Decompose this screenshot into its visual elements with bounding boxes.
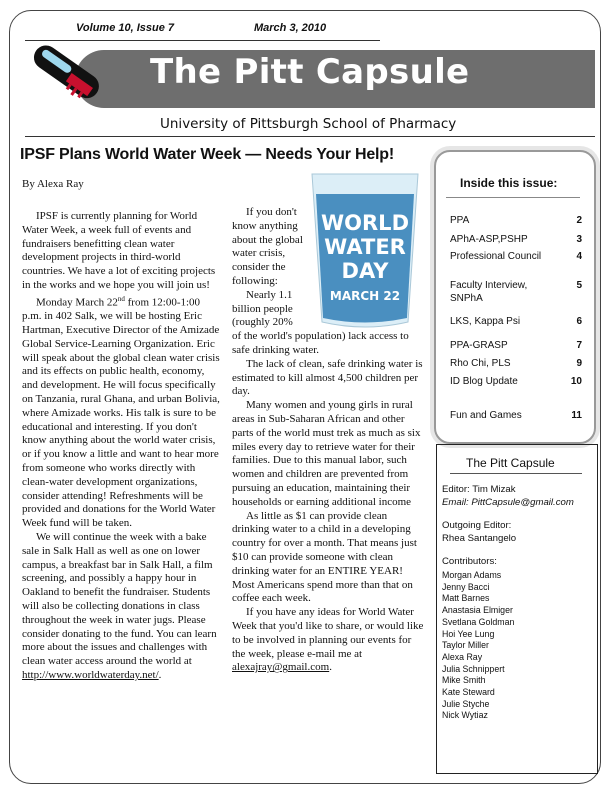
article-headline: IPSF Plans World Water Week — Needs Your Help!: [20, 146, 395, 163]
contributors-list: [442, 570, 514, 722]
paragraph: IPSF is currently planning for World Water Week, a week full of events and fundraisers benefitting clean water development projects in third-world countries. We have a lot of exciting projects in the works and we hope you will join us!: [22, 210, 216, 291]
volume-label: Volume 10, Issue 7: [76, 22, 175, 34]
paragraph: As little as $1 can provide clean drinking water to a child in a developing country for over a month. That means just $10 can provide someone with clean drinking water for an ENTIRE YEAR! Most Americans spend more than that on coffee each week.: [232, 509, 417, 605]
outgoing-editor-label: Outgoing Editor:: [442, 520, 512, 531]
outgoing-editor-name: Rhea Santangelo: [442, 533, 517, 544]
toc-item[interactable]: LKS, Kappa Psi 6: [450, 316, 582, 327]
wwd-line1: WORLD: [321, 211, 409, 235]
paragraph: The lack of clean, safe drinking water is estimated to kill almost 4,500 children per day.: [232, 357, 423, 398]
staff-title-rule: [450, 473, 582, 474]
toc-item[interactable]: PPA 2: [450, 215, 582, 226]
contributor: Hoi Yee Lung: [442, 628, 495, 639]
contact-email-link[interactable]: alexajray@gmail.com: [232, 661, 330, 674]
contributors-label: Contributors:: [442, 556, 497, 567]
contributor: Julia Schnippert: [442, 663, 505, 674]
newsletter-title: The Pitt Capsule: [150, 52, 470, 92]
article-byline: By Alexa Ray: [22, 178, 84, 190]
inside-issue-rule: [446, 197, 580, 198]
paragraph: Many women and young girls in rural areas in Sub-Saharan African and other parts of the world must trek as much as six miles every day to retrieve water for their families. Due to this manual labor, such women and children are prevented from pursuing an education, maintaining their households or earning additional income: [232, 399, 421, 508]
inside-issue-title: Inside this issue:: [460, 176, 558, 190]
paragraph: Monday March 22nd from 12:00-1:00 p.m. in 402 Salk, we will be hosting Eric Hartman, Executive Director of the Amizade Global Service-Learning Organization. Eric will speak about the global clean water crisis and its effects on public health, economy, and development. He will focus specifically on Tanzania, rural Ghana, and urban Bolivia, where Amizade works. His talk is sure to be educational and interesting. If you don't know anything about the world water crisis, or if you know a little and want to hear more from someone who works directly with clean-water development organizations, consider attending! Refreshments will be provided and donations for the World Water Week fund will be taken.: [22, 294, 220, 530]
contributor: Alexa Ray: [442, 651, 483, 662]
paragraph: Nearly 1.1 billion people (roughly 20%: [232, 288, 293, 329]
staff-title: The Pitt Capsule: [466, 456, 555, 470]
issue-bar: [40, 16, 380, 38]
paragraph: If you don't know anything about the global water crisis, consider the following:: [232, 206, 303, 287]
contributor: Kate Steward: [442, 687, 495, 698]
contributor: Anastasia Elmiger: [442, 605, 513, 616]
worldwaterday-link[interactable]: http://www.worldwaterday.net/: [22, 668, 159, 681]
school-subtitle: University of Pittsburgh School of Pharmacy: [160, 116, 457, 132]
wwd-line2: WATER: [324, 235, 406, 259]
contributor: Nick Wytiaz: [442, 710, 488, 721]
contributor: Mike Smith: [442, 675, 486, 686]
staff-email[interactable]: Email: PittCapsule@gmail.com: [442, 497, 574, 508]
paragraph: We will continue the week with a bake sale in Salk Hall as well as one on lower campus, a breakfast bar in Salk Hall, a film screening, and possibly a happy hour in Oakland to benefit the fundraiser. Students will also be collecting donations in class throughout the week in water jugs. Please consider donating to the fund. You can learn more about the issues and challenges with clean water access around the world at http://www.worldwaterday.net/.: [22, 530, 217, 681]
toc-item[interactable]: Professional Council 4: [450, 251, 582, 262]
contributor: Matt Barnes: [442, 593, 490, 604]
paragraph: If you have any ideas for World Water Week that you'd like to share, or would like to be involved in planning our events for the week, please e-mail me at alexajray@gmail.com.: [232, 606, 424, 674]
toc-item[interactable]: Rho Chi, PLS 9: [450, 358, 582, 369]
wwd-date: MARCH 22: [329, 289, 401, 303]
contributor: Julie Styche: [442, 698, 490, 709]
article-column-1: [22, 210, 222, 683]
toc-item[interactable]: APhA-ASP,PSHP 3: [450, 234, 582, 245]
toc-item[interactable]: Faculty Interview, SNPhA 5: [450, 280, 582, 304]
contributor: Svetlana Goldman: [442, 616, 515, 627]
editor-line: Editor: Tim Mizak: [442, 484, 516, 495]
paragraph: of the world's population) lack access to safe drinking water.: [232, 330, 409, 356]
contributor: Taylor Miller: [442, 640, 489, 651]
contributor: Jenny Bacci: [442, 581, 490, 592]
contributor: Morgan Adams: [442, 570, 502, 580]
wwd-line3: DAY: [341, 259, 389, 283]
toc-item[interactable]: ID Blog Update 10: [450, 376, 582, 387]
thermometer-icon: [22, 36, 112, 106]
toc-item[interactable]: PPA-GRASP 7: [450, 340, 582, 351]
article-column-2: [232, 206, 427, 675]
issue-date: March 3, 2010: [254, 22, 327, 34]
toc-item[interactable]: Fun and Games 11: [450, 410, 582, 421]
header-rule: [25, 136, 595, 137]
